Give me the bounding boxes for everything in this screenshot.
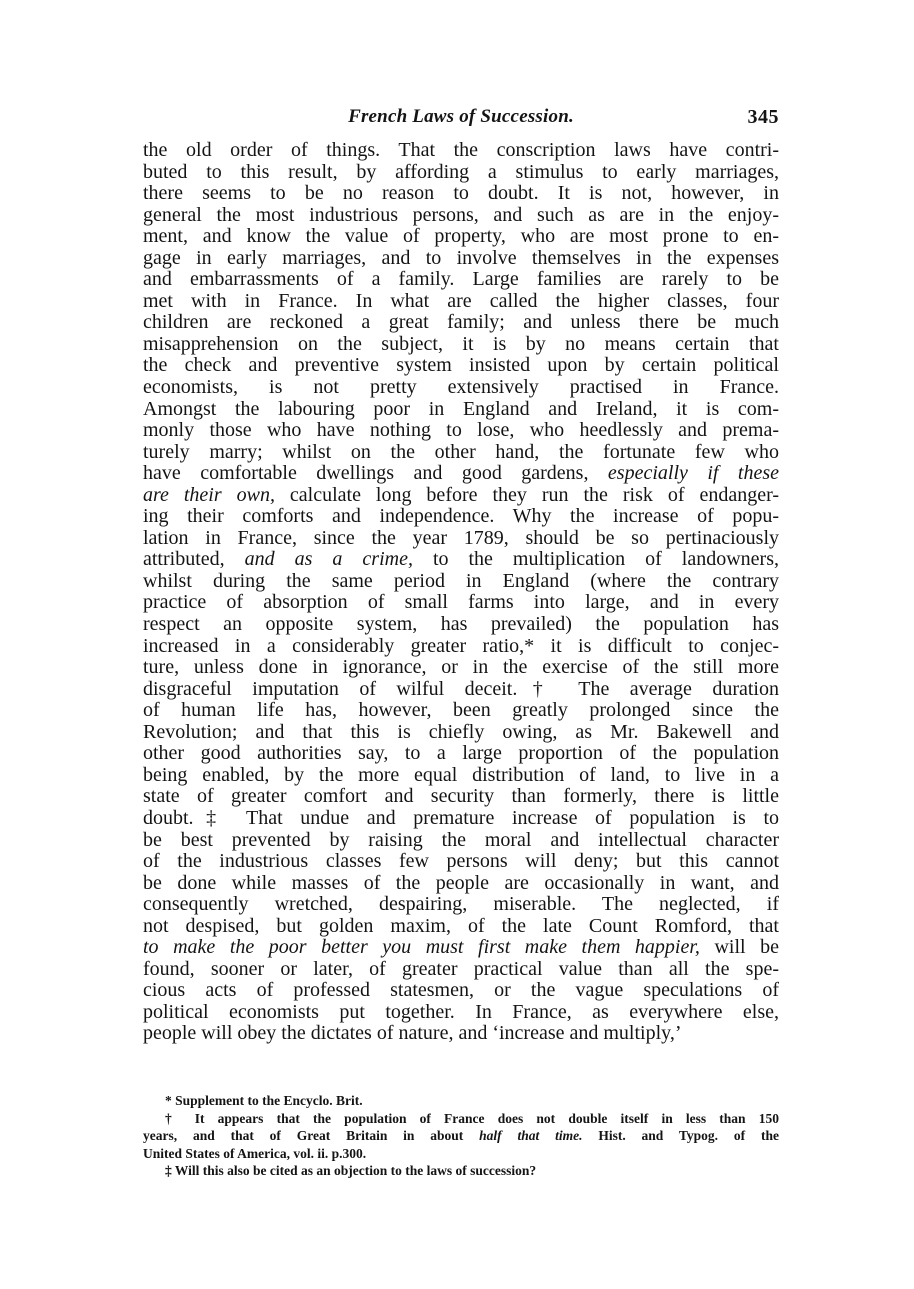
text-line [143, 334, 779, 356]
footnotes [143, 1092, 779, 1180]
text-run: to the multiplication of landowners, [412, 549, 779, 571]
page-number: 345 [747, 106, 779, 128]
text-line [143, 959, 779, 981]
text-line [143, 485, 779, 507]
text-line [143, 312, 779, 334]
italic-text: to make the poor better you must first make them happier, [143, 937, 700, 959]
text-run: years, and that of Great Britain in about [143, 1128, 480, 1143]
text-line [143, 657, 779, 679]
text-run: calculate long before they run the risk of endanger- [274, 484, 779, 506]
text-line [143, 937, 779, 959]
italic-text: half that time. [479, 1128, 583, 1143]
text-run: United States of America, vol. ii. p.300. [143, 1145, 367, 1161]
text-line [143, 873, 779, 895]
footnote-line [143, 1162, 779, 1180]
text-line [143, 592, 779, 614]
text-run: other good authorities say, to a large proportion of the population [143, 743, 779, 765]
running-head [143, 106, 779, 134]
text-line [143, 894, 779, 916]
text-run: have comfortable dwellings and good gardens, [143, 463, 608, 485]
text-run: economists, is not pretty extensively practised in France. [143, 377, 779, 399]
text-line [143, 614, 779, 636]
text-run: and embarrassments of a family. Large families are rarely to be [143, 269, 779, 291]
text-line [143, 162, 779, 184]
text-line [143, 916, 779, 938]
text-run: monly those who have nothing to lose, who heedlessly and prema- [143, 420, 779, 442]
text-line [143, 743, 779, 765]
text-line [143, 1023, 779, 1045]
text-run: Revolution; and that this is chiefly owing, as Mr. Bakewell and [143, 721, 779, 743]
text-run: be best prevented by raising the moral and intellectual character [143, 829, 779, 851]
text-run: ment, and know the value of property, who are most prone to en- [143, 226, 779, 248]
text-line [143, 248, 779, 270]
text-line [143, 399, 779, 421]
text-line [143, 140, 779, 162]
text-line [143, 1002, 779, 1024]
text-line [143, 269, 779, 291]
text-run: doubt.‡ That undue and premature increase of population is to [143, 807, 779, 829]
text-run: lation in France, since the year 1789, should be so pertinaciously [143, 527, 779, 549]
text-run: not despised, but golden maxim, of the late Count Romford, that [143, 915, 779, 937]
text-line [143, 291, 779, 313]
text-run: disgraceful imputation of wilful deceit.† The average duration [143, 678, 779, 700]
text-run: be done while masses of the people are occasionally in want, and [143, 872, 779, 894]
italic-text: and as a crime, [244, 549, 413, 571]
text-run: being enabled, by the more equal distribution of land, to live in a [143, 764, 779, 786]
text-line [143, 183, 779, 205]
text-line [143, 808, 779, 830]
text-run: increased in a considerably greater ratio,* it is difficult to conjec- [143, 635, 779, 657]
text-line [143, 786, 779, 808]
body-text [143, 140, 779, 1045]
text-run: consequently wretched, despairing, miserable. The neglected, if [143, 894, 779, 916]
footnote-line [143, 1110, 779, 1128]
text-line [143, 355, 779, 377]
text-run: children are reckoned a great family; and unless there be much [143, 312, 779, 334]
text-run: general the most industrious persons, and such as are in the enjoy- [143, 204, 779, 226]
text-line [143, 463, 779, 485]
text-line [143, 549, 779, 571]
text-line [143, 636, 779, 658]
text-line [143, 980, 779, 1002]
text-run: † It appears that the population of France does not double itself in less than 150 [165, 1110, 779, 1126]
text-line [143, 528, 779, 550]
text-line [143, 377, 779, 399]
text-line [143, 700, 779, 722]
text-run: respect an opposite system, has prevailed) the population has [143, 614, 779, 636]
text-run: practice of absorption of small farms into large, and in every [143, 592, 779, 614]
text-run: there seems to be no reason to doubt. It is not, however, in [143, 183, 779, 205]
footnote-line [143, 1127, 779, 1145]
text-run: of the industrious classes few persons will deny; but this cannot [143, 851, 779, 873]
text-run: attributed, [143, 549, 245, 571]
italic-text: are their own, [143, 484, 275, 506]
text-run: of human life has, however, been greatly prolonged since the [143, 700, 779, 722]
text-run: whilst during the same period in England (where the contrary [143, 570, 779, 592]
text-line [143, 226, 779, 248]
text-run: the check and preventive system insisted upon by certain political [143, 355, 779, 377]
text-run: met with in France. In what are called the higher classes, four [143, 290, 779, 312]
text-line [143, 679, 779, 701]
text-line [143, 851, 779, 873]
text-run: Hist. and Typog. of the [582, 1128, 779, 1143]
text-run: cious acts of professed statesmen, or the vague speculations of [143, 980, 779, 1002]
running-title: French Laws of Succession. [348, 106, 574, 127]
text-line [143, 442, 779, 464]
text-run: people will obey the dictates of nature, and ‘increase and multiply,’ [143, 1023, 682, 1045]
text-run: will be [699, 937, 779, 959]
text-run: ing their comforts and independence. Why the increase of popu- [143, 506, 779, 528]
text-run: ture, unless done in ignorance, or in the exercise of the still more [143, 657, 779, 679]
text-line [143, 765, 779, 787]
text-run: found, sooner or later, of greater practical value than all the spe- [143, 958, 779, 980]
text-run: state of greater comfort and security than formerly, there is little [143, 786, 779, 808]
italic-text: especially if these [607, 463, 779, 485]
footnote-line [143, 1145, 779, 1163]
text-line [143, 420, 779, 442]
text-run: turely marry; whilst on the other hand, the fortunate few who [143, 441, 779, 463]
text-line [143, 205, 779, 227]
text-run: buted to this result, by affording a stimulus to early marriages, [143, 161, 779, 183]
text-run: misapprehension on the subject, it is by no means certain that [143, 333, 779, 355]
text-run: ‡ Will this also be cited as an objection to the laws of succession? [165, 1163, 537, 1178]
text-run: gage in early marriages, and to involve themselves in the expenses [143, 247, 779, 269]
text-line [143, 722, 779, 744]
footnote-line [143, 1092, 779, 1110]
text-run: Amongst the labouring poor in England and Ireland, it is com- [143, 398, 779, 420]
text-run: * Supplement to the Encyclo. Brit. [165, 1093, 363, 1108]
text-line [143, 571, 779, 593]
text-run: political economists put together. In France, as everywhere else, [143, 1001, 779, 1023]
text-line [143, 506, 779, 528]
text-run: the old order of things. That the conscription laws have contri- [143, 140, 779, 161]
text-line [143, 830, 779, 852]
